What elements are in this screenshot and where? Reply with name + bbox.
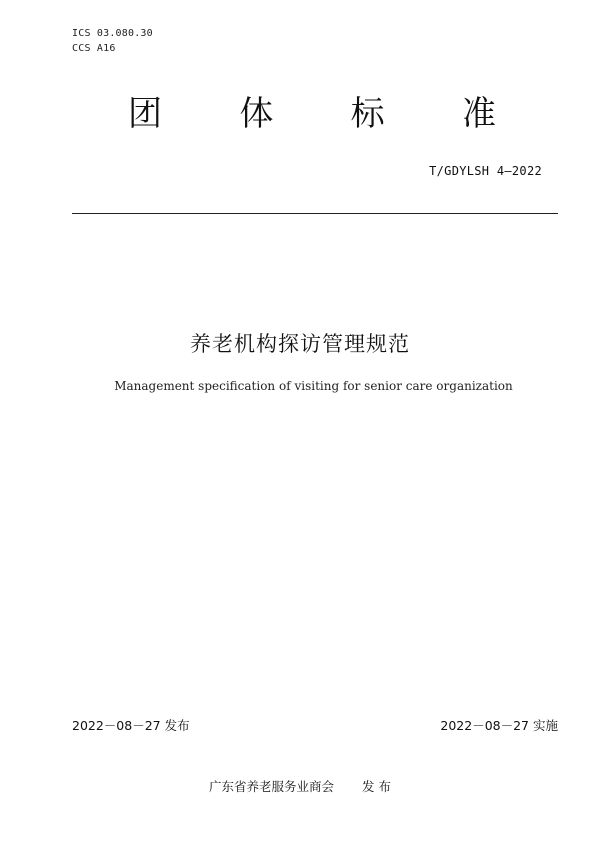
ics-code: ICS 03.080.30	[72, 28, 153, 39]
issue-date: 2022－08－27 发布	[72, 718, 190, 733]
publisher-name: 广东省养老服务业商会	[209, 779, 335, 794]
ccs-code: CCS A16	[72, 43, 116, 54]
publisher-line	[0, 777, 600, 795]
standard-type-heading	[128, 92, 496, 136]
heading-char: 标	[350, 94, 385, 134]
standard-number: T/GDYLSH 4—2022	[429, 164, 542, 178]
heading-char: 体	[239, 94, 274, 134]
implementation-date: 2022－08－27 实施	[440, 718, 558, 733]
heading-char: 准	[461, 94, 496, 134]
heading-char: 团	[128, 94, 162, 134]
publish-label: 发 布	[362, 779, 391, 794]
document-title-english: Management specification of visiting for senior care organization	[114, 379, 513, 393]
document-title-chinese: 养老机构探访管理规范	[190, 332, 410, 356]
horizontal-rule	[72, 213, 558, 214]
